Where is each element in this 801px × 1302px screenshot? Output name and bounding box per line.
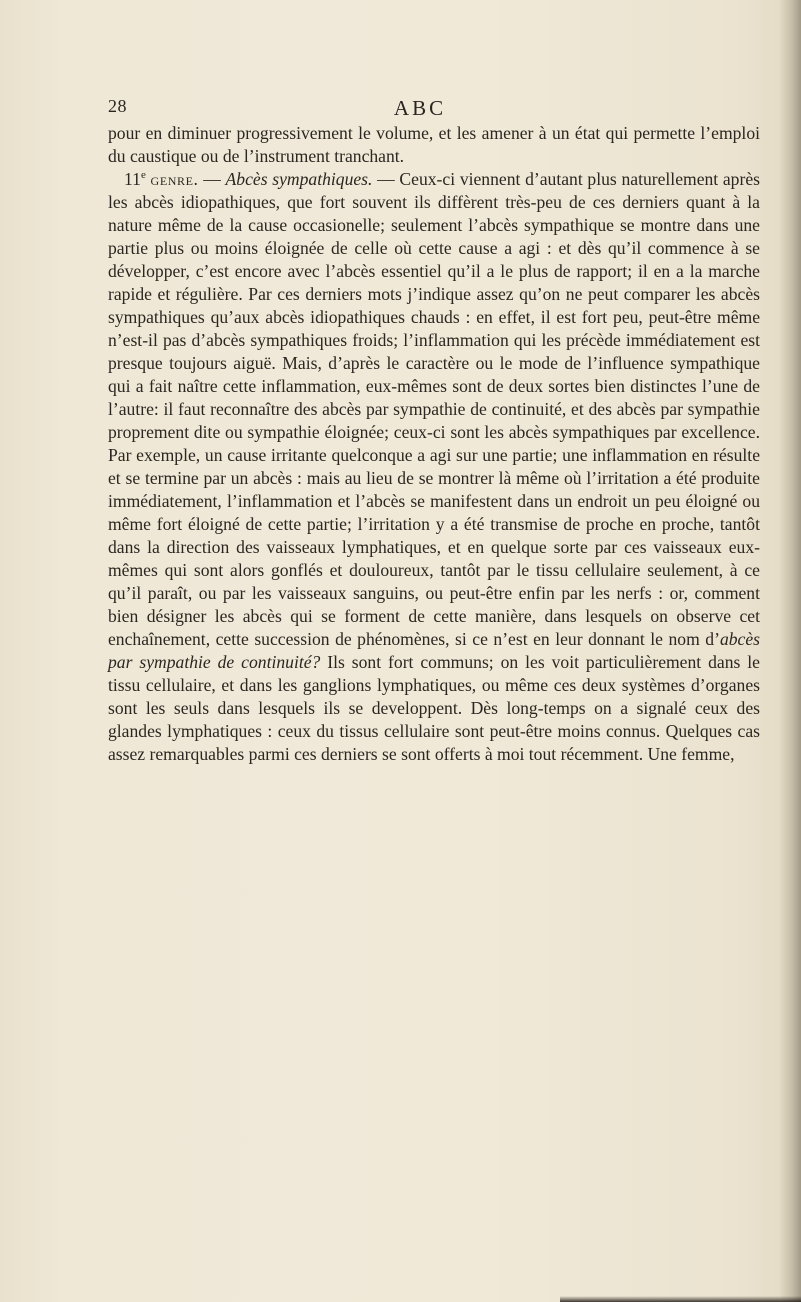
section-ordinal-suffix: e — [140, 169, 146, 182]
running-head: ABC — [393, 96, 447, 120]
paragraph-continuation: pour en diminuer progressivement le volume, et les amener à un état qui permette l’emploi du caustique ou de l’instrument tranchant. — [108, 123, 760, 166]
section-paragraph — [108, 168, 760, 766]
section-number: 11 — [124, 169, 141, 189]
page-number: 28 — [108, 96, 127, 116]
section-text-2: Ils sont fort communs; on les voit particulièrement dans le tissu cellulaire, et dans les ganglions lymphatiques, ou même ces deux systèmes d’organes sont les seuls dans lesquels ils se developpent. Dès long-temps on a signalé ceux des glandes lymphatiques : ceux du tissus cellulaire sont peut-être moins connus. Quelques cas assez remarquables parmi ces derniers se sont offerts à moi tout récemment. Une femme, — [108, 652, 760, 764]
bottom-edge-shadow — [560, 1296, 801, 1302]
section-text-1: — Ceux-ci viennent d’autant plus naturellement après les abcès idiopathiques, que fort souvent ils diffèrent très-peu de ces derniers quant à la nature même de la cause occasionelle; seulement l’abcès sympathique se montre dans une partie plus ou moins éloignée de celle où cette cause a agi : et dès qu’il commence à se développer, c’est encore avec l’abcès essentiel qu’il a le plus de rapport; il en a la marche rapide et régulière. Par ces derniers mots j’indique assez qu’on ne peut comparer les abcès sympathiques qu’aux abcès idiopathiques chauds : en effet, il est fort peu, peut-être même n’est-il pas d’abcès sympathiques froids; l’inflammation qui les précède immédiatement est presque toujours aiguë. Mais, d’après le caractère ou le mode de l’influence sympathique qui a fait naître cette inflammation, eux-mêmes sont de deux sortes bien distinctes l’une de l’autre: il faut reconnaître des abcès par sympathie de continuité, et des abcès par sympathie proprement dite ou sympathie éloignée; ceux-ci sont les abcès sympathiques par excellence. Par exemple, un cause irritante quelconque a agi sur une partie; une inflammation en résulte et se termine par un abcès : mais au lieu de se montrer là même où l’irritation a été produite immédiatement, l’inflammation et l’abcès se manifestent dans un endroit un peu éloigné ou même fort éloigné de cette partie; l’irritation y a été transmise de proche en proche, tantôt dans la direction des vaisseaux lymphatiques, et en quelque sorte par ces vaisseaux eux-mêmes qui sont alors gonflés et douloureux, tantôt par le tissu cellulaire seulement, à ce qu’il paraît, ou par les vaisseaux sanguins, ou peut-être enfin par les nerfs : or, comment bien désigner les abcès qui se forment de cette manière, dans lesquels on observe cet enchaînement, cette succession de phénomènes, si ce n’est en leur donnant le nom d’ — [108, 169, 760, 649]
section-title: Abcès sympathiques. — [225, 169, 373, 189]
page-binding-shadow — [779, 0, 801, 1302]
section-dash: — — [198, 169, 226, 189]
page-header — [100, 96, 740, 124]
section-genre-label: genre. — [150, 169, 199, 189]
italic-term: abcès par sympathie de continuité? — [108, 629, 760, 672]
body-text — [108, 122, 760, 766]
